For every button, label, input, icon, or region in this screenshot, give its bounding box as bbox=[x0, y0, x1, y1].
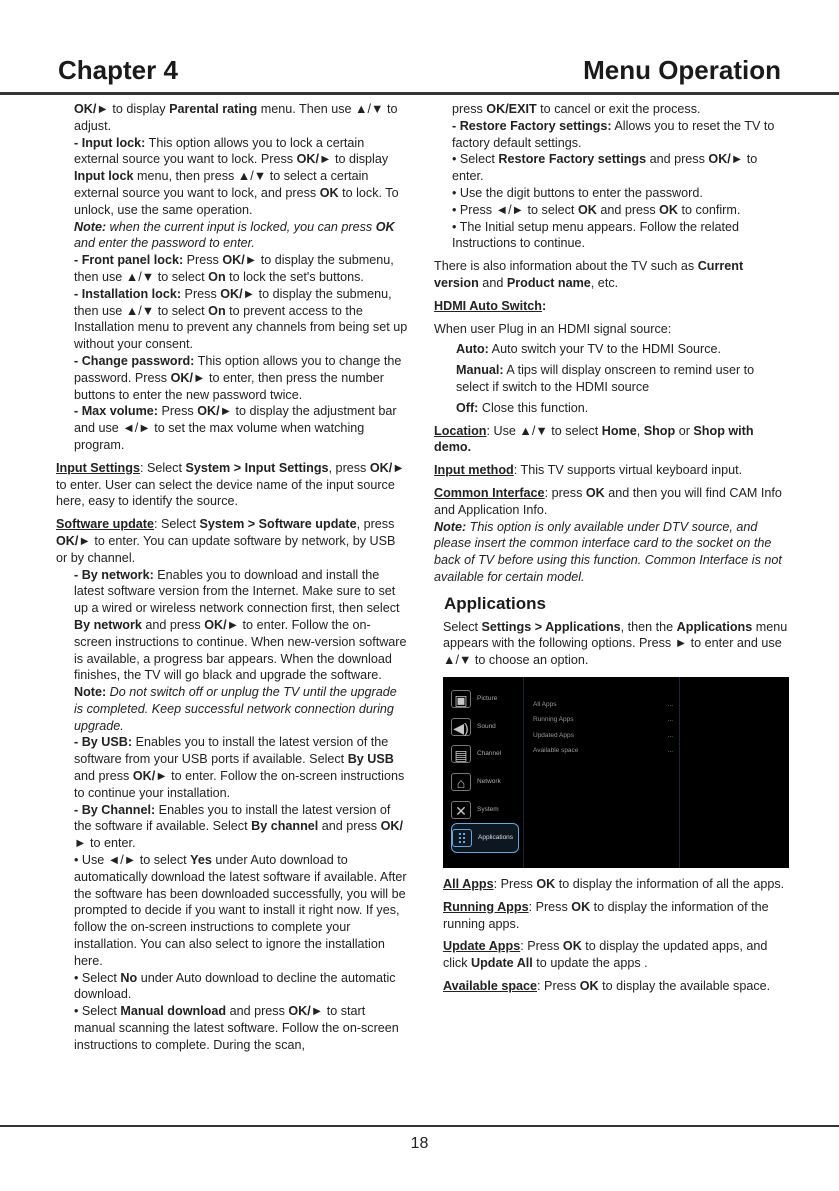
page-header bbox=[0, 0, 839, 96]
update-apps-text: Update Apps: Press OK to display the updated apps, and click Update All to update the apps . bbox=[443, 939, 768, 971]
tv-menu-screenshot bbox=[443, 677, 789, 868]
footer-rule bbox=[0, 1125, 839, 1127]
restore-step-1: • Select Restore Factory settings and press OK/► to enter. bbox=[452, 152, 758, 184]
input-lock-note: Note: when the current input is locked, you can press OK and enter the password to enter. bbox=[74, 219, 395, 251]
tv-menu-item-picture[interactable]: ▣ Picture bbox=[451, 687, 519, 711]
hdmi-intro-text: When user Plug in an HDMI signal source: bbox=[434, 321, 672, 336]
change-password-text: - Change password: This option allows you to change the password. Press OK/► to enter, then press the number buttons to enter the new password twice. bbox=[74, 353, 402, 402]
cancel-process-text: press OK/EXIT to cancel or exit the process. bbox=[452, 102, 701, 116]
front-panel-lock-text: - Front panel lock: Press OK/► to display the submenu, then use ▲/▼ to select On to lock the set's buttons. bbox=[74, 253, 394, 284]
left-column bbox=[56, 101, 408, 1054]
tv-menu-item-network[interactable]: ⌂ Network bbox=[451, 770, 519, 794]
picture-icon: ▣ bbox=[451, 690, 471, 708]
header-rule bbox=[0, 92, 839, 95]
right-column bbox=[434, 101, 790, 995]
applications-heading: Applications bbox=[444, 593, 547, 613]
input-lock-text: - Input lock: This option allows you to lock a certain external source you want to lock. Press OK/► to display Input lock menu, then press ▲/▼ to select a certain external source you want to lock, and press OK to lock. To unlock, use the same operation. bbox=[74, 135, 399, 217]
tv-menu-item-channel[interactable]: ▤ Channel bbox=[451, 742, 519, 766]
auto-download-yes-text: • Use ◄/► to select Yes under Auto download to automatically download the latest software if available. After the software has been downloaded successfully, you will be prompted to decide if you want to install it right now. If yes, follow the on-screen instructions to complete your installation. You can also select to ignore the installation here. bbox=[74, 853, 407, 968]
restore-step-4: • The Initial setup menu appears. Follow the related Instructions to continue. bbox=[452, 219, 739, 251]
tv-menu-divider bbox=[523, 677, 524, 868]
by-channel-text: - By Channel: Enables you to install the latest version of the software if available. Select By channel and press OK/► to enter. bbox=[74, 802, 403, 851]
available-space-text: Available space: Press OK to display the available space. bbox=[443, 978, 771, 993]
restore-factory-text: - Restore Factory settings: Allows you to reset the TV to factory default settings. bbox=[452, 118, 775, 150]
tv-menu-item-sound[interactable]: ◀) Sound bbox=[451, 715, 519, 739]
software-update-text: Software update: Select System > Software update, press OK/► to enter. You can update software by network, by USB or by channel. bbox=[56, 517, 396, 565]
upgrade-note: Note: Do not switch off or unplug the TV until the upgrade is completed. Keep successful network connection during upgrade. bbox=[74, 685, 397, 733]
installation-lock-text: - Installation lock: Press OK/► to display the submenu, then use ▲/▼ to select On to prevent access to the Installation menu to prevent any channels from being set up without your consent. bbox=[74, 286, 408, 352]
network-icon: ⌂ bbox=[451, 773, 471, 791]
tv-option-updated-apps[interactable]: Updated Apps ... bbox=[533, 731, 673, 739]
max-volume-text: - Max volume: Press OK/► to display the adjustment bar and use ◄/► to set the max volume when watching program. bbox=[74, 404, 397, 452]
tv-option-all-apps[interactable]: All Apps ... bbox=[533, 700, 673, 708]
common-interface-note: Note: This option is only available under DTV source, and please insert the common interface card to the socket on the back of TV before using this function. Common Interface is not available for certain model. bbox=[434, 519, 782, 584]
restore-step-2: • Use the digit buttons to enter the password. bbox=[452, 185, 703, 200]
channel-icon: ▤ bbox=[451, 745, 471, 763]
tv-option-available-space[interactable]: Available space ... bbox=[533, 746, 673, 754]
system-icon: ✕ bbox=[451, 801, 471, 819]
hdmi-auto-text: Auto: Auto switch your TV to the HDMI Source. bbox=[456, 342, 722, 357]
tv-info-text: There is also information about the TV such as Current version and Product name, etc. bbox=[434, 259, 744, 290]
chapter-label: Chapter 4 bbox=[58, 55, 178, 85]
applications-icon: ⠿ bbox=[452, 829, 472, 847]
manual-download-text: • Select Manual download and press OK/► to start manual scanning the latest software. Follow the on-screen instructions to complete. During the scan, bbox=[74, 1004, 399, 1052]
chapter-title: Menu Operation bbox=[583, 55, 781, 85]
page-number: 18 bbox=[410, 1135, 429, 1152]
location-text: Location: Use ▲/▼ to select Home, Shop or Shop with demo. bbox=[434, 423, 754, 455]
hdmi-off-text: Off: Close this function. bbox=[456, 400, 589, 415]
input-settings-text: Input Settings: Select System > Input Settings, press OK/► to enter. User can select the device name of the input source here, easy to identify the source. bbox=[56, 460, 405, 509]
input-method-text: Input method: This TV supports virtual keyboard input. bbox=[434, 463, 743, 478]
sound-icon: ◀) bbox=[451, 718, 471, 736]
by-network-text: - By network: Enables you to download and install the latest software version from the Internet. Make sure to set up a wired or wireless network connection first, then select By network and press OK/► to enter. Follow the on-screen instructions to continue. When new-version software is available, a progress bar appears. When the download finishes, the TV will go black and upgrade the software. bbox=[74, 567, 407, 683]
parental-rating-text: OK/► to display Parental rating menu. Then use ▲/▼ to adjust. bbox=[74, 102, 398, 133]
hdmi-auto-switch-heading: HDMI Auto Switch: bbox=[434, 298, 547, 313]
tv-menu-item-applications[interactable]: ⠿ Applications bbox=[451, 823, 519, 853]
hdmi-manual-text: Manual: A tips will display onscreen to remind user to select if switch to the HDMI source bbox=[456, 363, 755, 394]
running-apps-text: Running Apps: Press OK to display the information of the running apps. bbox=[443, 899, 769, 931]
tv-menu-item-system[interactable]: ✕ System bbox=[451, 798, 519, 822]
by-usb-text: - By USB: Enables you to install the latest version of the software from your USB ports if available. Select By USB and press OK/► to enter. Follow the on-screen instructions to continue your installation. bbox=[74, 735, 405, 800]
common-interface-text: Common Interface: press OK and then you will find CAM Info and Application Info. bbox=[434, 485, 782, 517]
restore-step-3: • Press ◄/► to select OK and press OK to confirm. bbox=[452, 202, 741, 217]
tv-option-running-apps[interactable]: Running Apps ... bbox=[533, 715, 673, 723]
tv-menu-divider-right bbox=[679, 677, 680, 868]
applications-intro: Select Settings > Applications, then the Applications menu appears with the following options. Press ► to enter and use ▲/▼ to choose an option. bbox=[443, 619, 788, 668]
tv-menu-sidebar bbox=[443, 677, 523, 868]
all-apps-text: All Apps: Press OK to display the information of all the apps. bbox=[443, 876, 785, 891]
auto-download-no-text: • Select No under Auto download to decline the automatic download. bbox=[74, 970, 396, 1002]
